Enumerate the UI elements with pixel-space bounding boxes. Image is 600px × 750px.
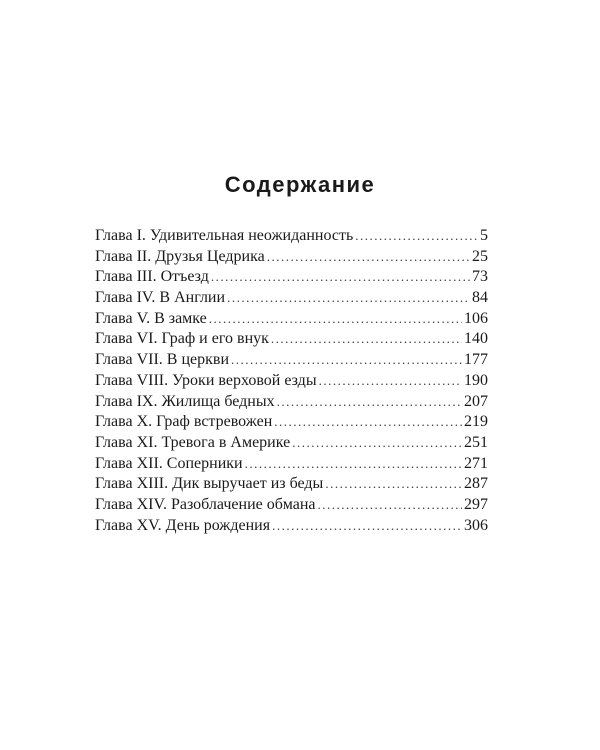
toc-entry — [95, 516, 488, 537]
toc-chapter-title: В Англии — [159, 289, 226, 307]
toc-chapter-title: День рождения — [165, 516, 271, 534]
toc-entry — [95, 371, 488, 392]
toc-page-number: 5 — [480, 227, 488, 244]
toc-page-number: 297 — [464, 495, 488, 513]
toc-dot-leader — [318, 495, 462, 516]
toc-page-number: 140 — [464, 330, 488, 348]
toc-entry-label — [95, 329, 269, 350]
toc-entry-label — [95, 350, 229, 371]
toc-chapter-title: Граф и его внук — [161, 330, 269, 348]
toc-entry-label — [95, 433, 290, 454]
toc-page-number: 73 — [472, 268, 488, 286]
toc-page-number: 84 — [472, 289, 488, 307]
toc-dot-leader — [227, 288, 470, 309]
table-of-contents — [95, 226, 488, 536]
toc-page-number: 219 — [464, 413, 488, 431]
toc-chapter-title: Уроки верховой езды — [172, 371, 317, 389]
toc-entry-label — [95, 392, 275, 413]
toc-page-number: 306 — [464, 516, 488, 534]
toc-entry-label — [95, 247, 265, 268]
toc-dot-leader — [271, 329, 462, 350]
toc-chapter-title: Отъезд — [160, 268, 209, 286]
toc-dot-leader — [211, 267, 470, 288]
toc-page-number: 177 — [464, 351, 488, 369]
toc-entry-label — [95, 454, 243, 475]
toc-entry-label — [95, 288, 225, 309]
toc-entry — [95, 288, 488, 309]
toc-chapter-number: Глава VIII. — [95, 371, 169, 389]
toc-dot-leader — [274, 412, 462, 433]
toc-chapter-title: Соперники — [166, 454, 243, 472]
toc-entry — [95, 433, 488, 454]
toc-entry — [95, 474, 488, 495]
toc-chapter-title: Удивительная неожиданность — [149, 227, 354, 244]
toc-dot-leader — [231, 350, 462, 371]
toc-dot-leader — [209, 309, 462, 330]
toc-page-number: 207 — [464, 392, 488, 410]
toc-dot-leader — [292, 433, 462, 454]
toc-entry — [95, 392, 488, 413]
toc-entry-label — [95, 474, 323, 495]
toc-entry — [95, 267, 488, 288]
toc-chapter-title: Разоблачение обмана — [170, 495, 316, 513]
toc-dot-leader — [325, 474, 462, 495]
toc-entry-label — [95, 267, 209, 288]
toc-chapter-number: Глава XI. — [95, 433, 158, 451]
toc-chapter-title: Жилища бедных — [161, 392, 275, 410]
toc-chapter-title: Граф встревожен — [156, 413, 273, 431]
toc-chapter-number: Глава VI. — [95, 330, 158, 348]
toc-entry-label — [95, 226, 353, 247]
toc-chapter-number: Глава III. — [95, 268, 157, 286]
toc-entry-label — [95, 412, 272, 433]
toc-page-number: 25 — [472, 247, 488, 265]
toc-entry-label — [95, 309, 207, 330]
toc-chapter-title: В замке — [154, 309, 207, 327]
toc-chapter-title: Друзья Цедрика — [155, 247, 265, 265]
toc-chapter-number: Глава XIV. — [95, 495, 167, 513]
toc-entry — [95, 309, 488, 330]
toc-entry — [95, 350, 488, 371]
toc-dot-leader — [277, 392, 462, 413]
toc-page-number: 106 — [464, 309, 488, 327]
toc-entry — [95, 412, 488, 433]
toc-chapter-number: Глава XII. — [95, 454, 163, 472]
toc-entry — [95, 226, 488, 247]
toc-chapter-number: Глава II. — [95, 247, 152, 265]
toc-chapter-title: Тревога в Америке — [161, 433, 291, 451]
toc-chapter-title: Дик выручает из беды — [172, 475, 324, 493]
toc-chapter-number: Глава X. — [95, 413, 153, 431]
toc-entry — [95, 495, 488, 516]
toc-chapter-number: Глава IX. — [95, 392, 158, 410]
toc-dot-leader — [319, 371, 462, 392]
toc-chapter-title: В церкви — [166, 351, 230, 369]
toc-entry-label — [95, 371, 317, 392]
toc-dot-leader — [245, 454, 462, 475]
toc-chapter-number: Глава V. — [95, 309, 151, 327]
toc-chapter-number: Глава XV. — [95, 516, 162, 534]
toc-page-number: 190 — [464, 371, 488, 389]
toc-page-number: 271 — [464, 454, 488, 472]
toc-dot-leader — [267, 247, 470, 268]
toc-entry-label — [95, 516, 270, 537]
toc-chapter-number: Глава IV. — [95, 289, 156, 307]
toc-page-number: 251 — [464, 433, 488, 451]
toc-entry-label — [95, 495, 316, 516]
toc-entry — [95, 454, 488, 475]
toc-dot-leader — [272, 516, 462, 537]
page-title: Содержание — [224, 172, 376, 197]
toc-dot-leader — [355, 226, 478, 247]
toc-entry — [95, 247, 488, 268]
toc-chapter-number: Глава VII. — [95, 351, 163, 369]
toc-entry — [95, 329, 488, 350]
toc-chapter-number: Глава I. — [95, 227, 146, 244]
toc-page-number: 287 — [464, 475, 488, 493]
toc-chapter-number: Глава XIII. — [95, 475, 169, 493]
